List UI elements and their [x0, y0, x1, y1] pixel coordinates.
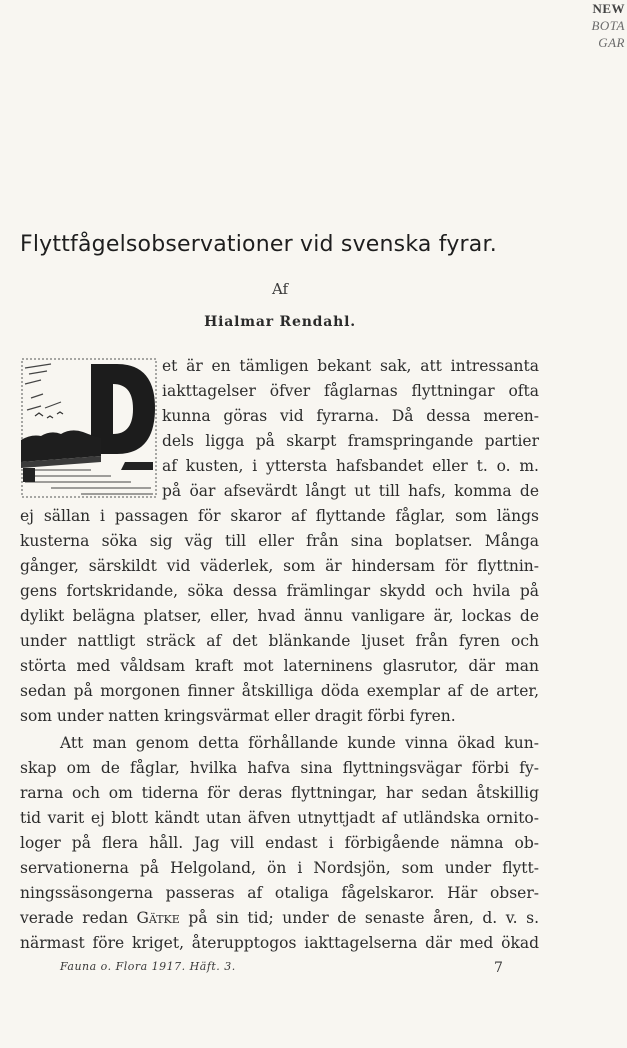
article-title: Flyttfågelsobservationer vid svenska fyrar. — [20, 232, 497, 257]
text-line-15: som under natten kringsvärmat eller dragit förbi fyren. — [20, 707, 456, 725]
stamp-line-3: GAR — [598, 35, 625, 50]
text-line-20: loger på flera håll. Jag vill endast i förbigående nämna ob- — [20, 834, 539, 852]
text-line-3: kunna göras vid fyrarna. Då dessa meren- — [162, 407, 539, 425]
text-line-23-pre: verade redan — [20, 909, 128, 927]
author-name: Hialmar Rendahl. — [204, 314, 356, 330]
drop-cap-initial — [21, 358, 157, 498]
page-number: 7 — [494, 960, 503, 976]
text-line-23-post: på sin tid; under de senaste åren, d. v. s. — [188, 909, 539, 927]
text-line-22: ningssäsongerna passeras af otaliga fågelskaror. Här obser- — [20, 884, 539, 902]
text-line-7: ej sällan i passagen för skaror af flyttande fåglar, som längs — [20, 507, 539, 525]
text-line-18: rarna och om tiderna för deras flyttningar, har sedan åtskillig — [20, 784, 539, 802]
text-line-8: kusterna söka sig väg till eller från sina boplatser. Många — [20, 532, 539, 550]
text-line-13: störta med våldsam kraft mot laterninens glasrutor, där man — [20, 657, 539, 675]
text-line-6: på öar afsevärdt långt ut till hafs, komma de — [162, 482, 539, 500]
text-line-2: iakttagelser öfver fåglarnas flyttningar ofta — [162, 382, 539, 400]
text-line-14: sedan på morgonen finner åtskilliga döda exemplar af de arter, — [20, 682, 539, 700]
text-line-10: gens fortskridande, söka dessa främlingar skydd och hvila på — [20, 582, 539, 600]
text-line-4: dels ligga på skarpt framspringande partier — [162, 432, 539, 450]
text-line-12: under nattligt sträck af det blänkande ljuset från fyren och — [20, 632, 539, 650]
text-line-9: gånger, särskildt vid väderlek, som är hindersam för flyttnin- — [20, 557, 539, 575]
library-stamp — [591, 0, 625, 51]
text-line-19: tid varit ej blott kändt utan äfven utnyttjadt af utländska ornito- — [20, 809, 539, 827]
text-line-1: et är en tämligen bekant sak, att intressanta — [162, 357, 539, 375]
stamp-line-2: BOTA — [591, 18, 625, 33]
text-line-24: närmast före kriget, återupptogos iakttagelserna där med ökad — [20, 934, 539, 952]
text-line-11: dylikt belägna platser, eller, hvad ännu vanligare är, lockas de — [20, 607, 539, 625]
text-line-5: af kusten, i yttersta hafsbandet eller t. o. m. — [162, 457, 539, 475]
text-line-23 — [20, 906, 539, 931]
journal-footer: Fauna o. Flora 1917. Häft. 3. — [60, 960, 236, 973]
stamp-line-1: NEW — [592, 1, 625, 16]
author-gatke: Gätke — [136, 909, 180, 927]
text-line-17: skap om de fåglar, hvilka hafva sina flyttningsvägar förbi fy- — [20, 759, 539, 777]
text-line-21: servationerna på Helgoland, ön i Nordsjön, som under flytt- — [20, 859, 539, 877]
byline-af: Af — [271, 280, 289, 298]
text-line-16: Att man genom detta förhållande kunde vinna ökad kun- — [60, 734, 539, 752]
